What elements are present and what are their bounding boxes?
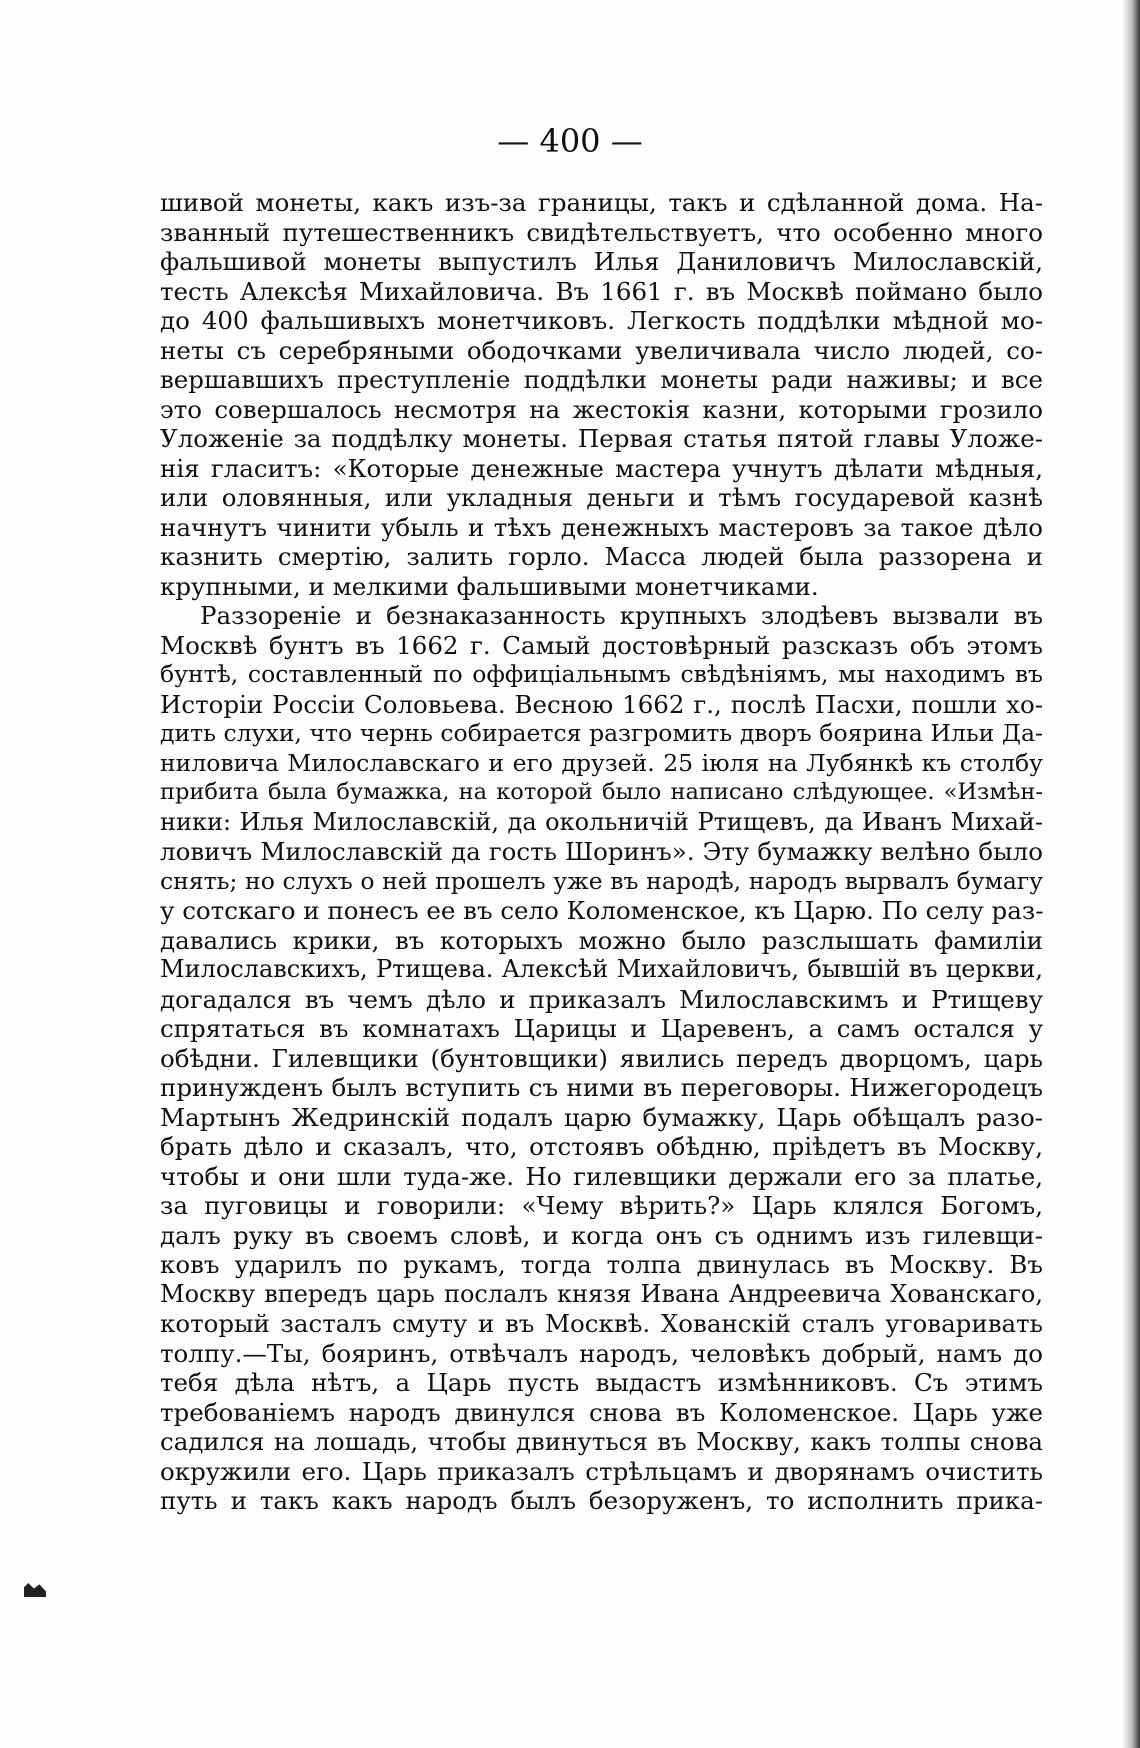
text-line: или оловянныя, или укладныя деньги и тѣмъ государевой казнѣ — [160, 483, 1043, 512]
text-line: Раззореніе и безнаказанность крупныхъ злодѣевъ вызвали въ — [200, 601, 1043, 630]
text-line: Исторіи Россіи Соловьева. Весною 1662 г., послѣ Пасхи, пошли хо- — [160, 689, 1043, 719]
text-line: казнить смертію, залить горло. Масса людей была раззорена и — [160, 542, 1043, 571]
text-line: ковъ ударилъ по рукамъ, тогда толпа двинулась въ Москву. Въ — [160, 1250, 1043, 1279]
text-line: тесть Алексѣя Михайловича. Въ 1661 г. въ Москвѣ поймано было — [160, 276, 1043, 306]
text-line: фальшивой монеты выпустилъ Илья Даниловичъ Милославскій, — [160, 247, 1043, 276]
text-line: толпу.—Ты, бояринъ, отвѣчалъ народъ, человѣкъ добрый, намъ до — [160, 1338, 1043, 1368]
text-line: вершавшихъ преступленіе поддѣлки монеты ради наживы; и все — [160, 365, 1043, 394]
text-line: прибита была бумажка, на которой было написано слѣдующее. «Измѣн- — [160, 779, 1043, 805]
text-line: путь и такъ какъ народъ былъ безоруженъ, то исполнить прика- — [160, 1486, 1043, 1515]
text-line: ловичъ Милославскій да гость Шоринъ». Эту бумажку велѣно было — [160, 837, 1043, 866]
text-line: нія гласитъ: «Которые денежные мастера учнутъ дѣлати мѣдныя, — [160, 453, 1043, 483]
text-line: догадался въ чемъ дѣло и приказалъ Милославскимъ и Ртищеву — [160, 984, 1043, 1014]
text-line: давались крики, въ которыхъ можно было разслышать фамиліи — [160, 925, 1043, 955]
text-line: неты съ серебряными ободочками увеличивала число людей, со- — [160, 335, 1043, 365]
text-line: снять; но слухъ о ней прошелъ уже въ народѣ, народъ вырвалъ бумагу — [160, 866, 1043, 895]
text-line: Милославскихъ, Ртищева. Алексѣй Михайловичъ, бывшій въ церкви, — [160, 955, 1043, 983]
text-line: чтобы и они шли туда-же. Но гилевщики держали его за платье, — [160, 1161, 1043, 1191]
scan-smudge-mark — [24, 1583, 46, 1597]
text-line: крупными, и мелкими фальшивыми монетчиками. — [160, 571, 819, 601]
text-line: это совершалось несмотря на жестокія казни, которыми грозило — [160, 394, 1043, 424]
text-line: ники: Илья Милославскій, да окольничій Ртищевъ, да Иванъ Михай- — [160, 807, 1043, 836]
paragraph-2 — [160, 601, 1043, 1516]
page-number: — 400 — — [497, 122, 643, 160]
page-edge-shadow — [1122, 0, 1140, 1748]
text-line: далъ руку въ своемъ словѣ, и когда онъ съ однимъ изъ гилевщи- — [160, 1220, 1043, 1250]
text-line: брать дѣло и сказалъ, что, отстоявъ обѣдню, пріѣдетъ въ Москву, — [160, 1132, 1043, 1161]
text-line: до 400 фальшивыхъ монетчиковъ. Легкость поддѣлки мѣдной мо- — [160, 306, 1043, 335]
body-text — [160, 188, 1043, 1516]
text-line: Уложеніе за поддѣлку монеты. Первая статья пятой главы Уложе- — [160, 424, 1043, 453]
text-line: который засталъ смуту и въ Москвѣ. Хованскій сталъ уговаривать — [160, 1309, 1043, 1338]
text-line: Москву впередъ царь послалъ князя Ивана Андреевича Хованскаго, — [160, 1279, 1043, 1308]
text-line: садился на лошадь, чтобы двинуться въ Москву, какъ толпы снова — [160, 1427, 1043, 1456]
text-line: начнутъ чинити убыль и тѣхъ денежныхъ мастеровъ за такое дѣло — [160, 512, 1043, 542]
text-line: Москвѣ бунтъ въ 1662 г. Самый достовѣрный разсказъ объ этомъ — [160, 630, 1043, 660]
text-line: ниловича Милославскаго и его друзей. 25 іюля на Лубянкѣ къ столбу — [160, 748, 1043, 777]
paragraph-1 — [160, 188, 1043, 601]
text-line: дить слухи, что чернь собирается разгромить дворъ боярина Ильи Да- — [160, 719, 1043, 747]
text-line: Мартынъ Жедринскій подалъ царю бумажку, Царь обѣщалъ разо- — [160, 1102, 1043, 1132]
text-line: за пуговицы и говорили: «Чему вѣрить?» Царь клялся Богомъ, — [160, 1191, 1043, 1220]
text-line: требованіемъ народъ двинулся снова въ Коломенское. Царь уже — [160, 1397, 1043, 1427]
text-line: шивой монеты, какъ изъ-за границы, такъ и сдѣланной дома. На- — [160, 188, 1043, 217]
text-line: спрятаться въ комнатахъ Царицы и Царевенъ, а самъ остался у — [160, 1014, 1043, 1043]
text-line: бунтѣ, составленный по оффиціальнымъ свѣдѣніямъ, мы находимъ въ — [160, 660, 1043, 688]
text-line: обѣдни. Гилевщики (бунтовщики) явились передъ дворцомъ, царь — [160, 1043, 1043, 1073]
text-line: окружили его. Царь приказалъ стрѣльцамъ и дворянамъ очистить — [160, 1456, 1043, 1486]
text-line: принужденъ былъ вступить съ ними въ переговоры. Нижегородецъ — [160, 1073, 1043, 1102]
text-line: тебя дѣла нѣтъ, а Царь пусть выдастъ измѣнниковъ. Съ этимъ — [160, 1368, 1043, 1397]
text-line: званный путешественникъ свидѣтельствуетъ, что особенно много — [160, 217, 1043, 247]
text-line: у сотскаго и понесъ ее въ село Коломенское, къ Царю. По селу раз- — [160, 896, 1044, 925]
